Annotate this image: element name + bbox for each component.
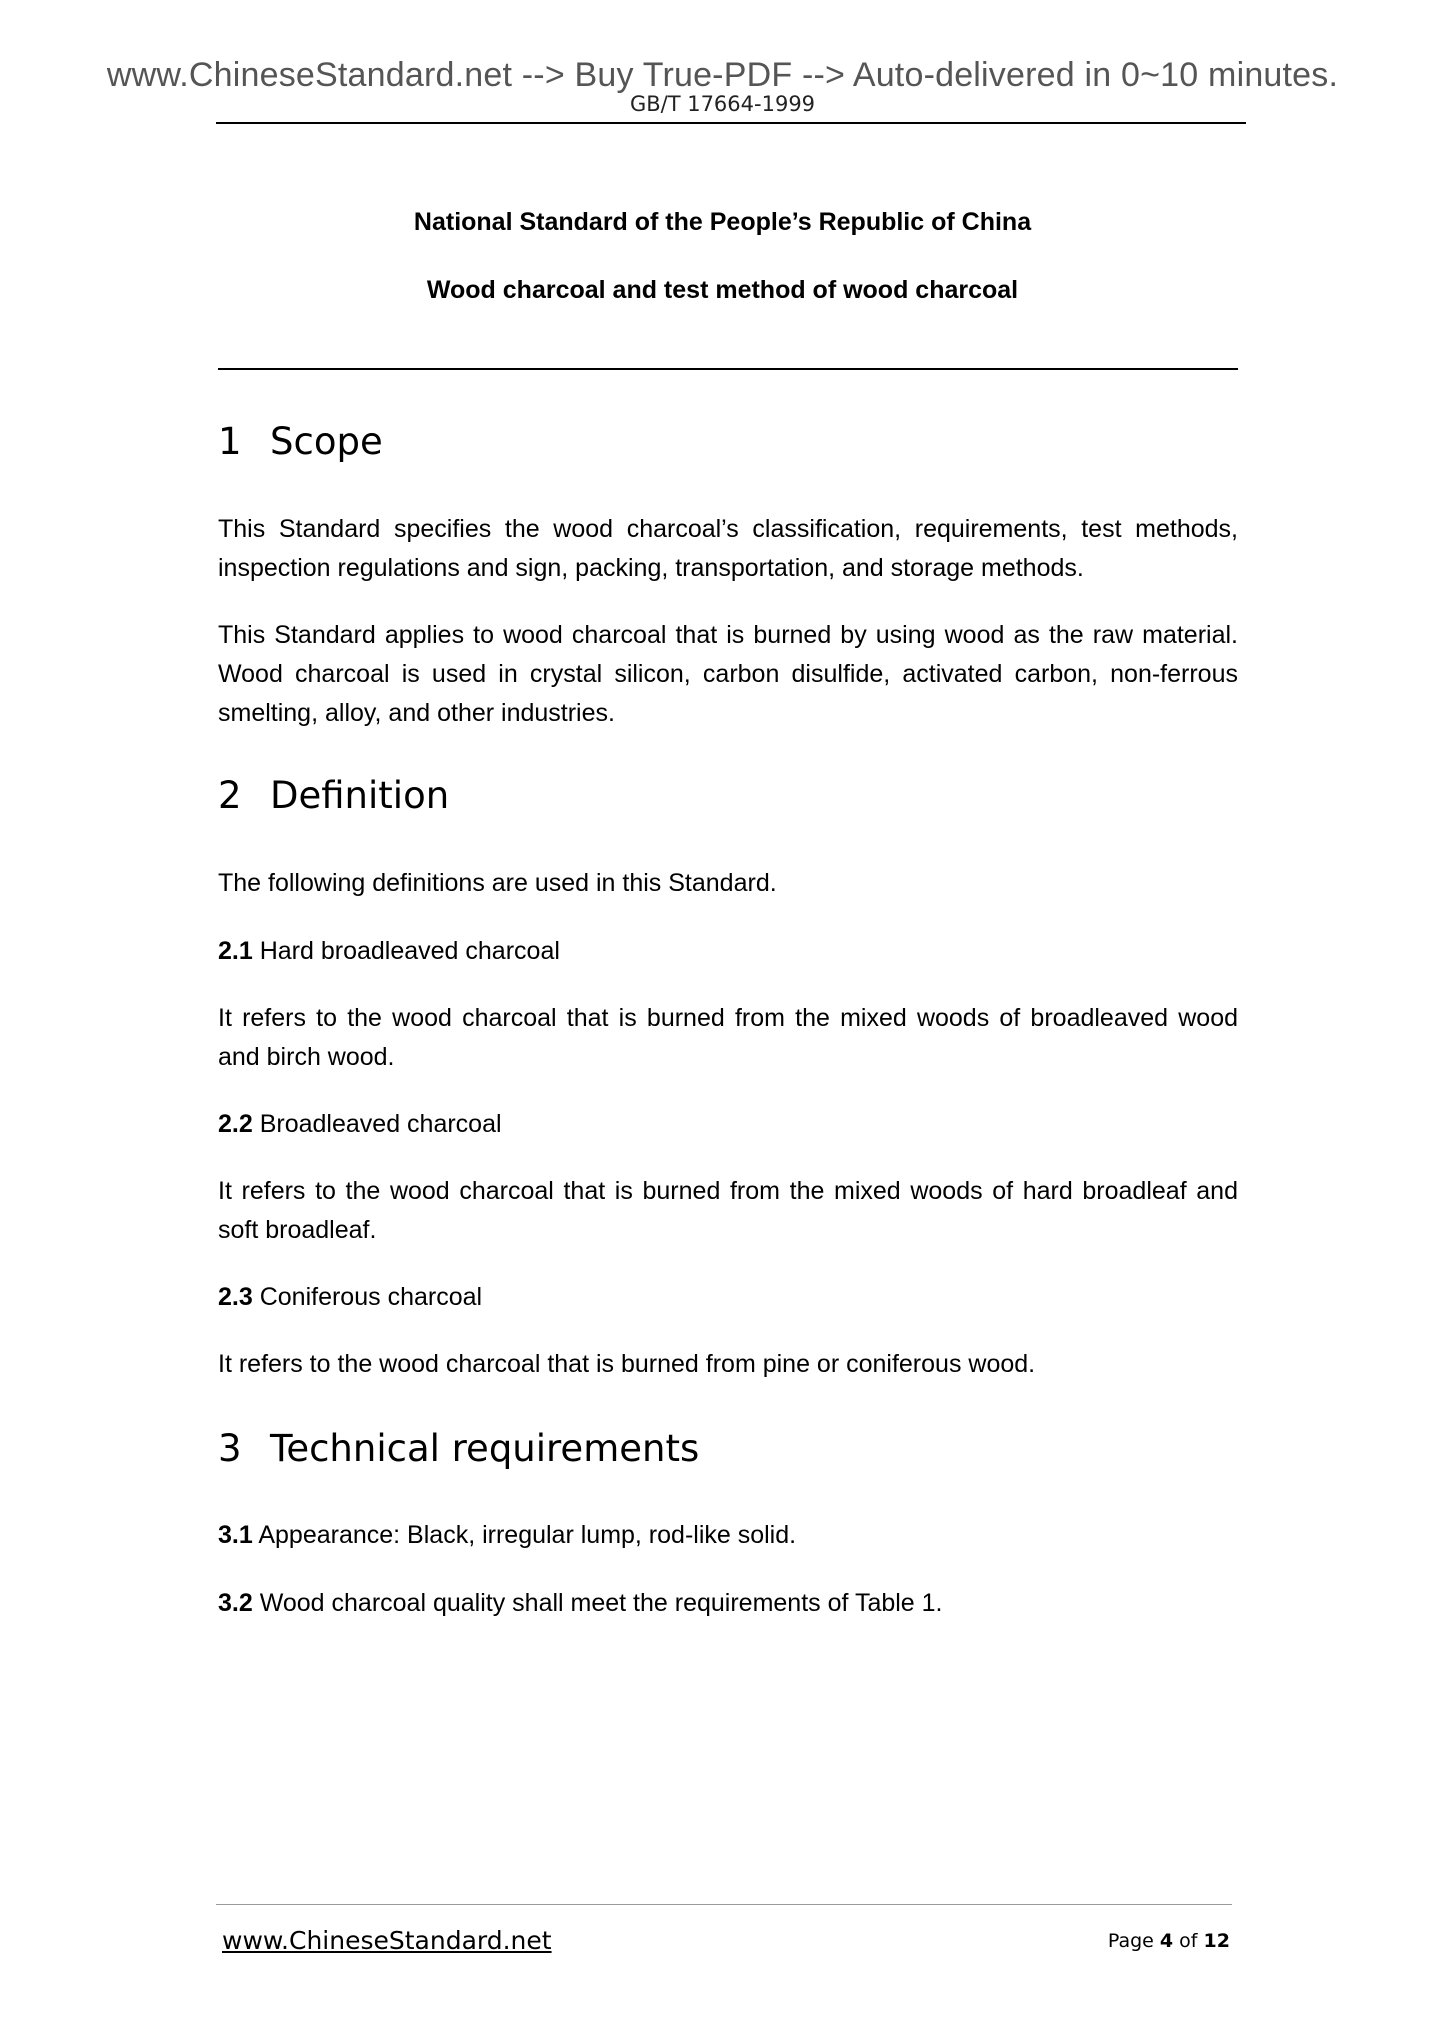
definition-term-2-3: [218, 1278, 1238, 1317]
promo-banner[interactable]: www.ChineseStandard.net --> Buy True-PDF --> Auto-delivered in 0~10 minutes.: [106, 56, 1339, 94]
page-label: Page: [1107, 1930, 1154, 1952]
header-divider: [216, 122, 1246, 124]
requirement-3-1: [218, 1516, 1238, 1555]
standard-code: GB/T 17664-1999: [629, 92, 816, 116]
footer-divider: [216, 1904, 1232, 1905]
definition-term-2-1: [218, 932, 1238, 971]
page-total: 12: [1203, 1930, 1230, 1952]
clause-number: 2.2: [218, 1110, 253, 1138]
footer-website-link[interactable]: www.ChineseStandard.net: [222, 1926, 552, 1955]
definition-text-2-2: It refers to the wood charcoal that is burned from the mixed woods of hard broadleaf and soft broadleaf.: [218, 1177, 1238, 1244]
term-name: Hard broadleaved charcoal: [259, 937, 560, 965]
clause-number: 2.3: [218, 1283, 253, 1311]
section-title: Technical requirements: [270, 1427, 700, 1470]
section-number: 2: [218, 774, 242, 817]
requirement-text: Appearance: Black, irregular lump, rod-like solid.: [258, 1521, 797, 1549]
definition-text-2-1: It refers to the wood charcoal that is burned from the mixed woods of broadleaved wood and birch wood.: [218, 1004, 1238, 1071]
definition-intro: The following definitions are used in this Standard.: [218, 869, 777, 897]
document-title: National Standard of the People’s Republic of China: [413, 208, 1032, 236]
title-divider: [218, 368, 1238, 370]
definition-text-2-3: It refers to the wood charcoal that is burned from pine or coniferous wood.: [218, 1350, 1036, 1378]
clause-number: 3.1: [218, 1521, 253, 1549]
clause-number: 2.1: [218, 937, 253, 965]
section-number: 3: [218, 1427, 242, 1470]
section-title: Scope: [270, 420, 383, 463]
section-title: Definition: [270, 774, 450, 817]
section-heading-technical-requirements: [218, 1427, 699, 1470]
section-heading-scope: [218, 420, 383, 463]
clause-number: 3.2: [218, 1589, 253, 1617]
definition-term-2-2: [218, 1105, 1238, 1144]
requirement-3-2: [218, 1584, 1238, 1623]
requirement-text: Wood charcoal quality shall meet the requirements of Table 1.: [259, 1589, 943, 1617]
page-current: 4: [1159, 1930, 1174, 1952]
term-name: Coniferous charcoal: [259, 1283, 483, 1311]
document-subtitle: Wood charcoal and test method of wood charcoal: [426, 276, 1019, 304]
scope-paragraph-2: This Standard applies to wood charcoal that is burned by using wood as the raw material. Wood charcoal is used in crystal silicon, carbon disulfide, activated carbon, non-ferrous smelting, alloy, and other industries.: [218, 621, 1238, 727]
term-name: Broadleaved charcoal: [259, 1110, 502, 1138]
page-of: of: [1179, 1930, 1198, 1952]
section-number: 1: [218, 420, 242, 463]
page-indicator: [1040, 1930, 1230, 1952]
scope-paragraph-1: This Standard specifies the wood charcoal’s classification, requirements, test methods, inspection regulations and sign, packing, transportation, and storage methods.: [218, 515, 1238, 582]
section-heading-definition: [218, 774, 449, 817]
